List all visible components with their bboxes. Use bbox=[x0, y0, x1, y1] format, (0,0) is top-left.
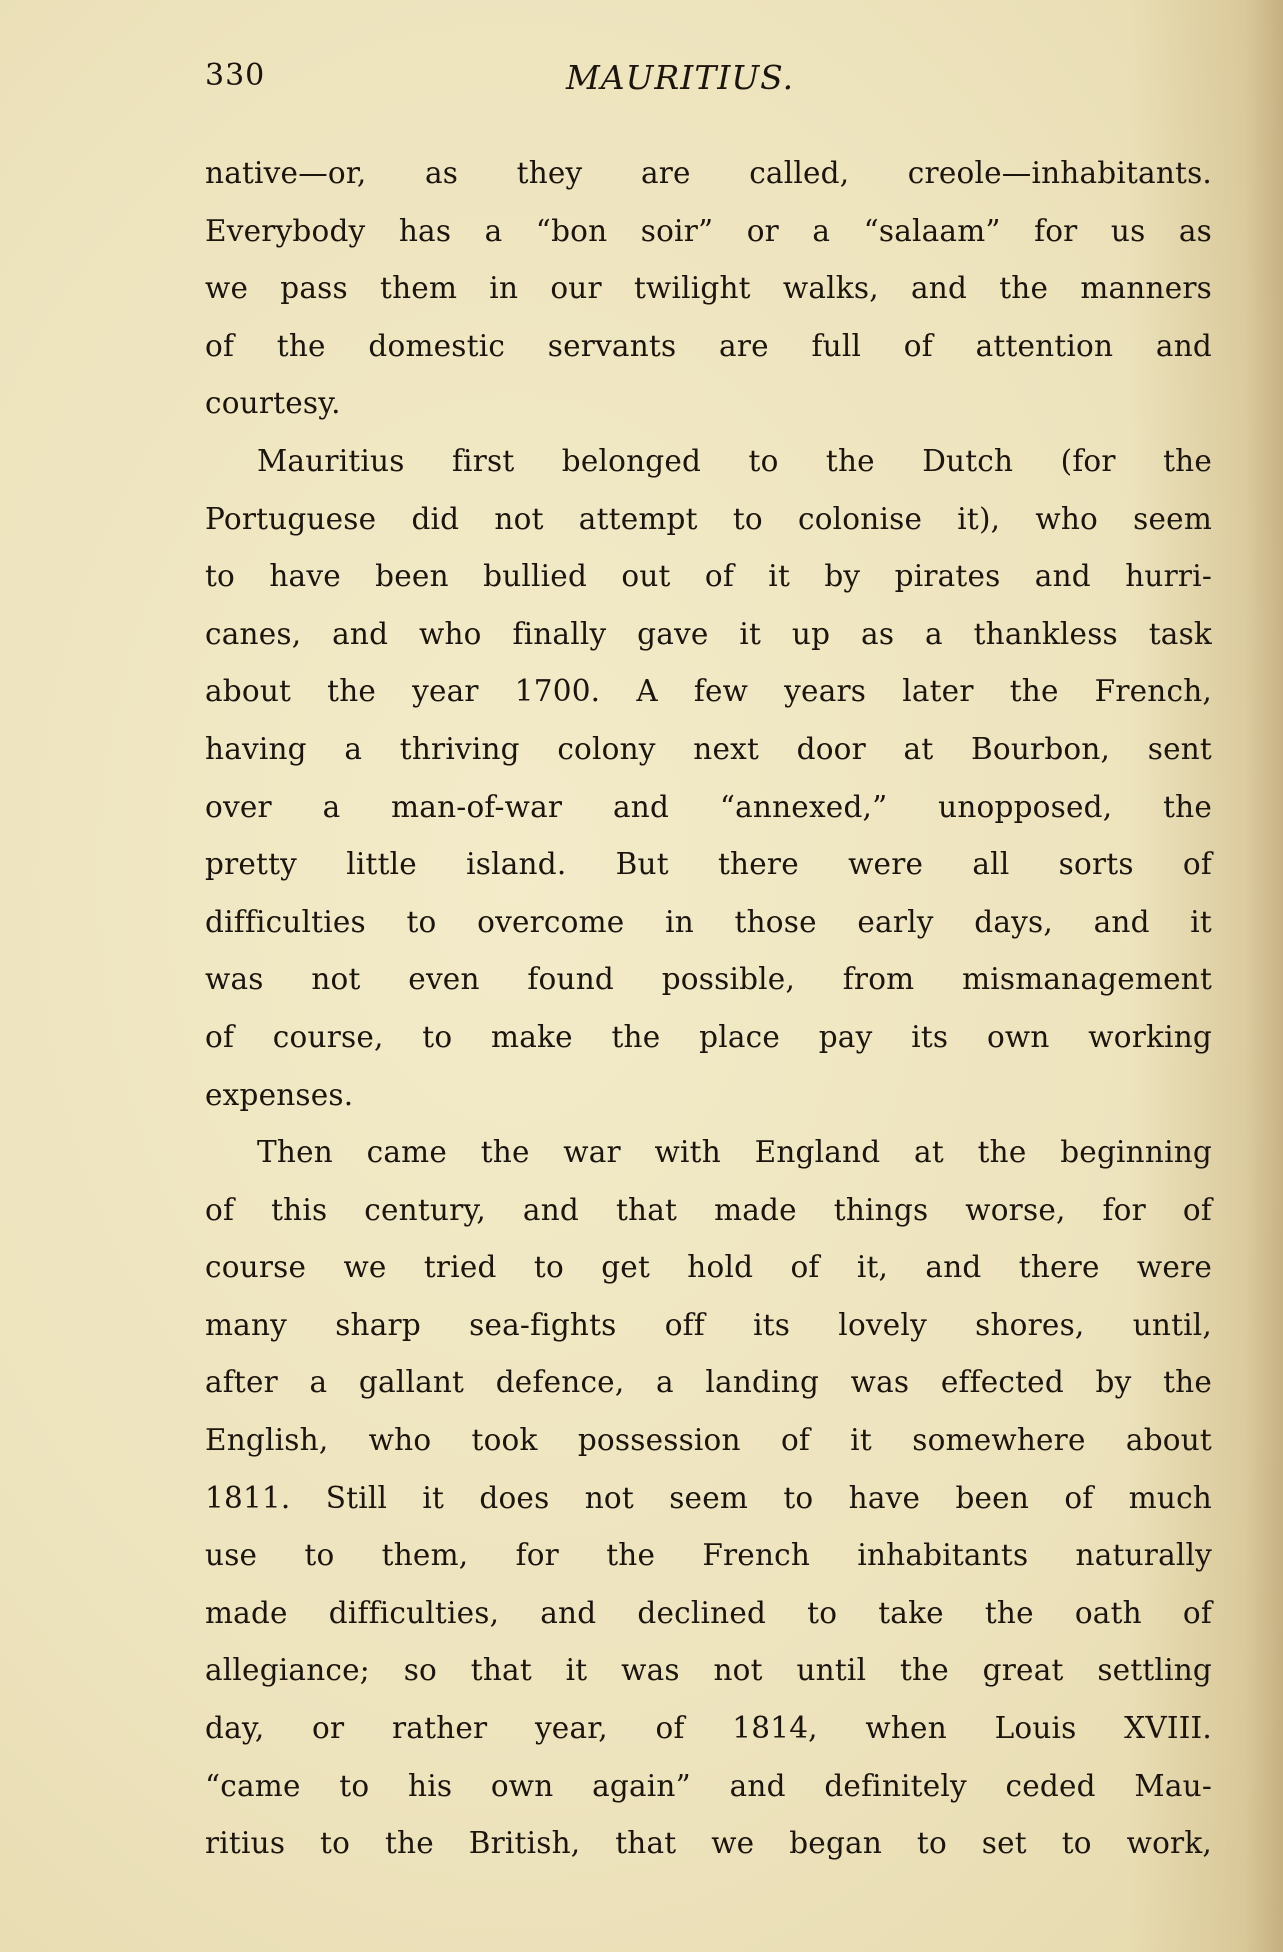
text-line: Everybody has a “bon soir” or a “salaam” for us as bbox=[205, 213, 1212, 248]
text-line: about the year 1700. A few years later the French, bbox=[205, 674, 1212, 709]
text-line: difficulties to overcome in those early days, and it bbox=[205, 904, 1212, 939]
text-line: English, who took possession of it somewhere about bbox=[205, 1423, 1212, 1458]
body-text bbox=[205, 145, 1212, 1873]
text-line: day, or rather year, of 1814, when Louis XVIII. bbox=[205, 1711, 1212, 1746]
text-line: pretty little island. But there were all sorts of bbox=[205, 847, 1212, 882]
text-line: Portuguese did not attempt to colonise it), who seem bbox=[205, 501, 1212, 536]
text-line: 1811. Still it does not seem to have been of much bbox=[205, 1480, 1212, 1515]
text-line: course we tried to get hold of it, and there were bbox=[205, 1250, 1212, 1285]
text-line: was not even found possible, from mismanagement bbox=[205, 962, 1212, 997]
text-line: over a man-of-war and “annexed,” unopposed, the bbox=[205, 789, 1212, 824]
text-line: Then came the war with England at the beginning bbox=[257, 1135, 1212, 1170]
text-line: expenses. bbox=[205, 1077, 354, 1112]
text-line: of course, to make the place pay its own working bbox=[205, 1019, 1212, 1054]
text-line: “came to his own again” and definitely ceded Mau- bbox=[205, 1768, 1212, 1803]
text-line: use to them, for the French inhabitants naturally bbox=[205, 1538, 1212, 1573]
text-line: Mauritius first belonged to the Dutch (for the bbox=[257, 443, 1212, 478]
text-line: of the domestic servants are full of attention and bbox=[205, 328, 1212, 363]
text-line: having a thriving colony next door at Bourbon, sent bbox=[205, 731, 1212, 766]
text-line: courtesy. bbox=[205, 386, 341, 421]
running-head bbox=[0, 58, 1283, 108]
page-number: 330 bbox=[205, 58, 266, 93]
text-line: allegiance; so that it was not until the great settling bbox=[205, 1653, 1212, 1688]
text-line: after a gallant defence, a landing was effected by the bbox=[205, 1365, 1212, 1400]
text-line: ritius to the British, that we began to set to work, bbox=[205, 1826, 1212, 1861]
text-line: made difficulties, and declined to take the oath of bbox=[205, 1595, 1212, 1630]
text-line: canes, and who finally gave it up as a thankless task bbox=[205, 616, 1212, 651]
text-line: of this century, and that made things worse, for of bbox=[205, 1192, 1212, 1227]
text-line: to have been bullied out of it by pirates and hurri- bbox=[205, 559, 1212, 594]
text-line: we pass them in our twilight walks, and the manners bbox=[205, 271, 1212, 306]
running-title: MAURITIUS. bbox=[566, 58, 795, 97]
text-line: many sharp sea-fights off its lovely shores, until, bbox=[205, 1307, 1212, 1342]
text-line: native—or, as they are called, creole—inhabitants. bbox=[205, 156, 1212, 190]
